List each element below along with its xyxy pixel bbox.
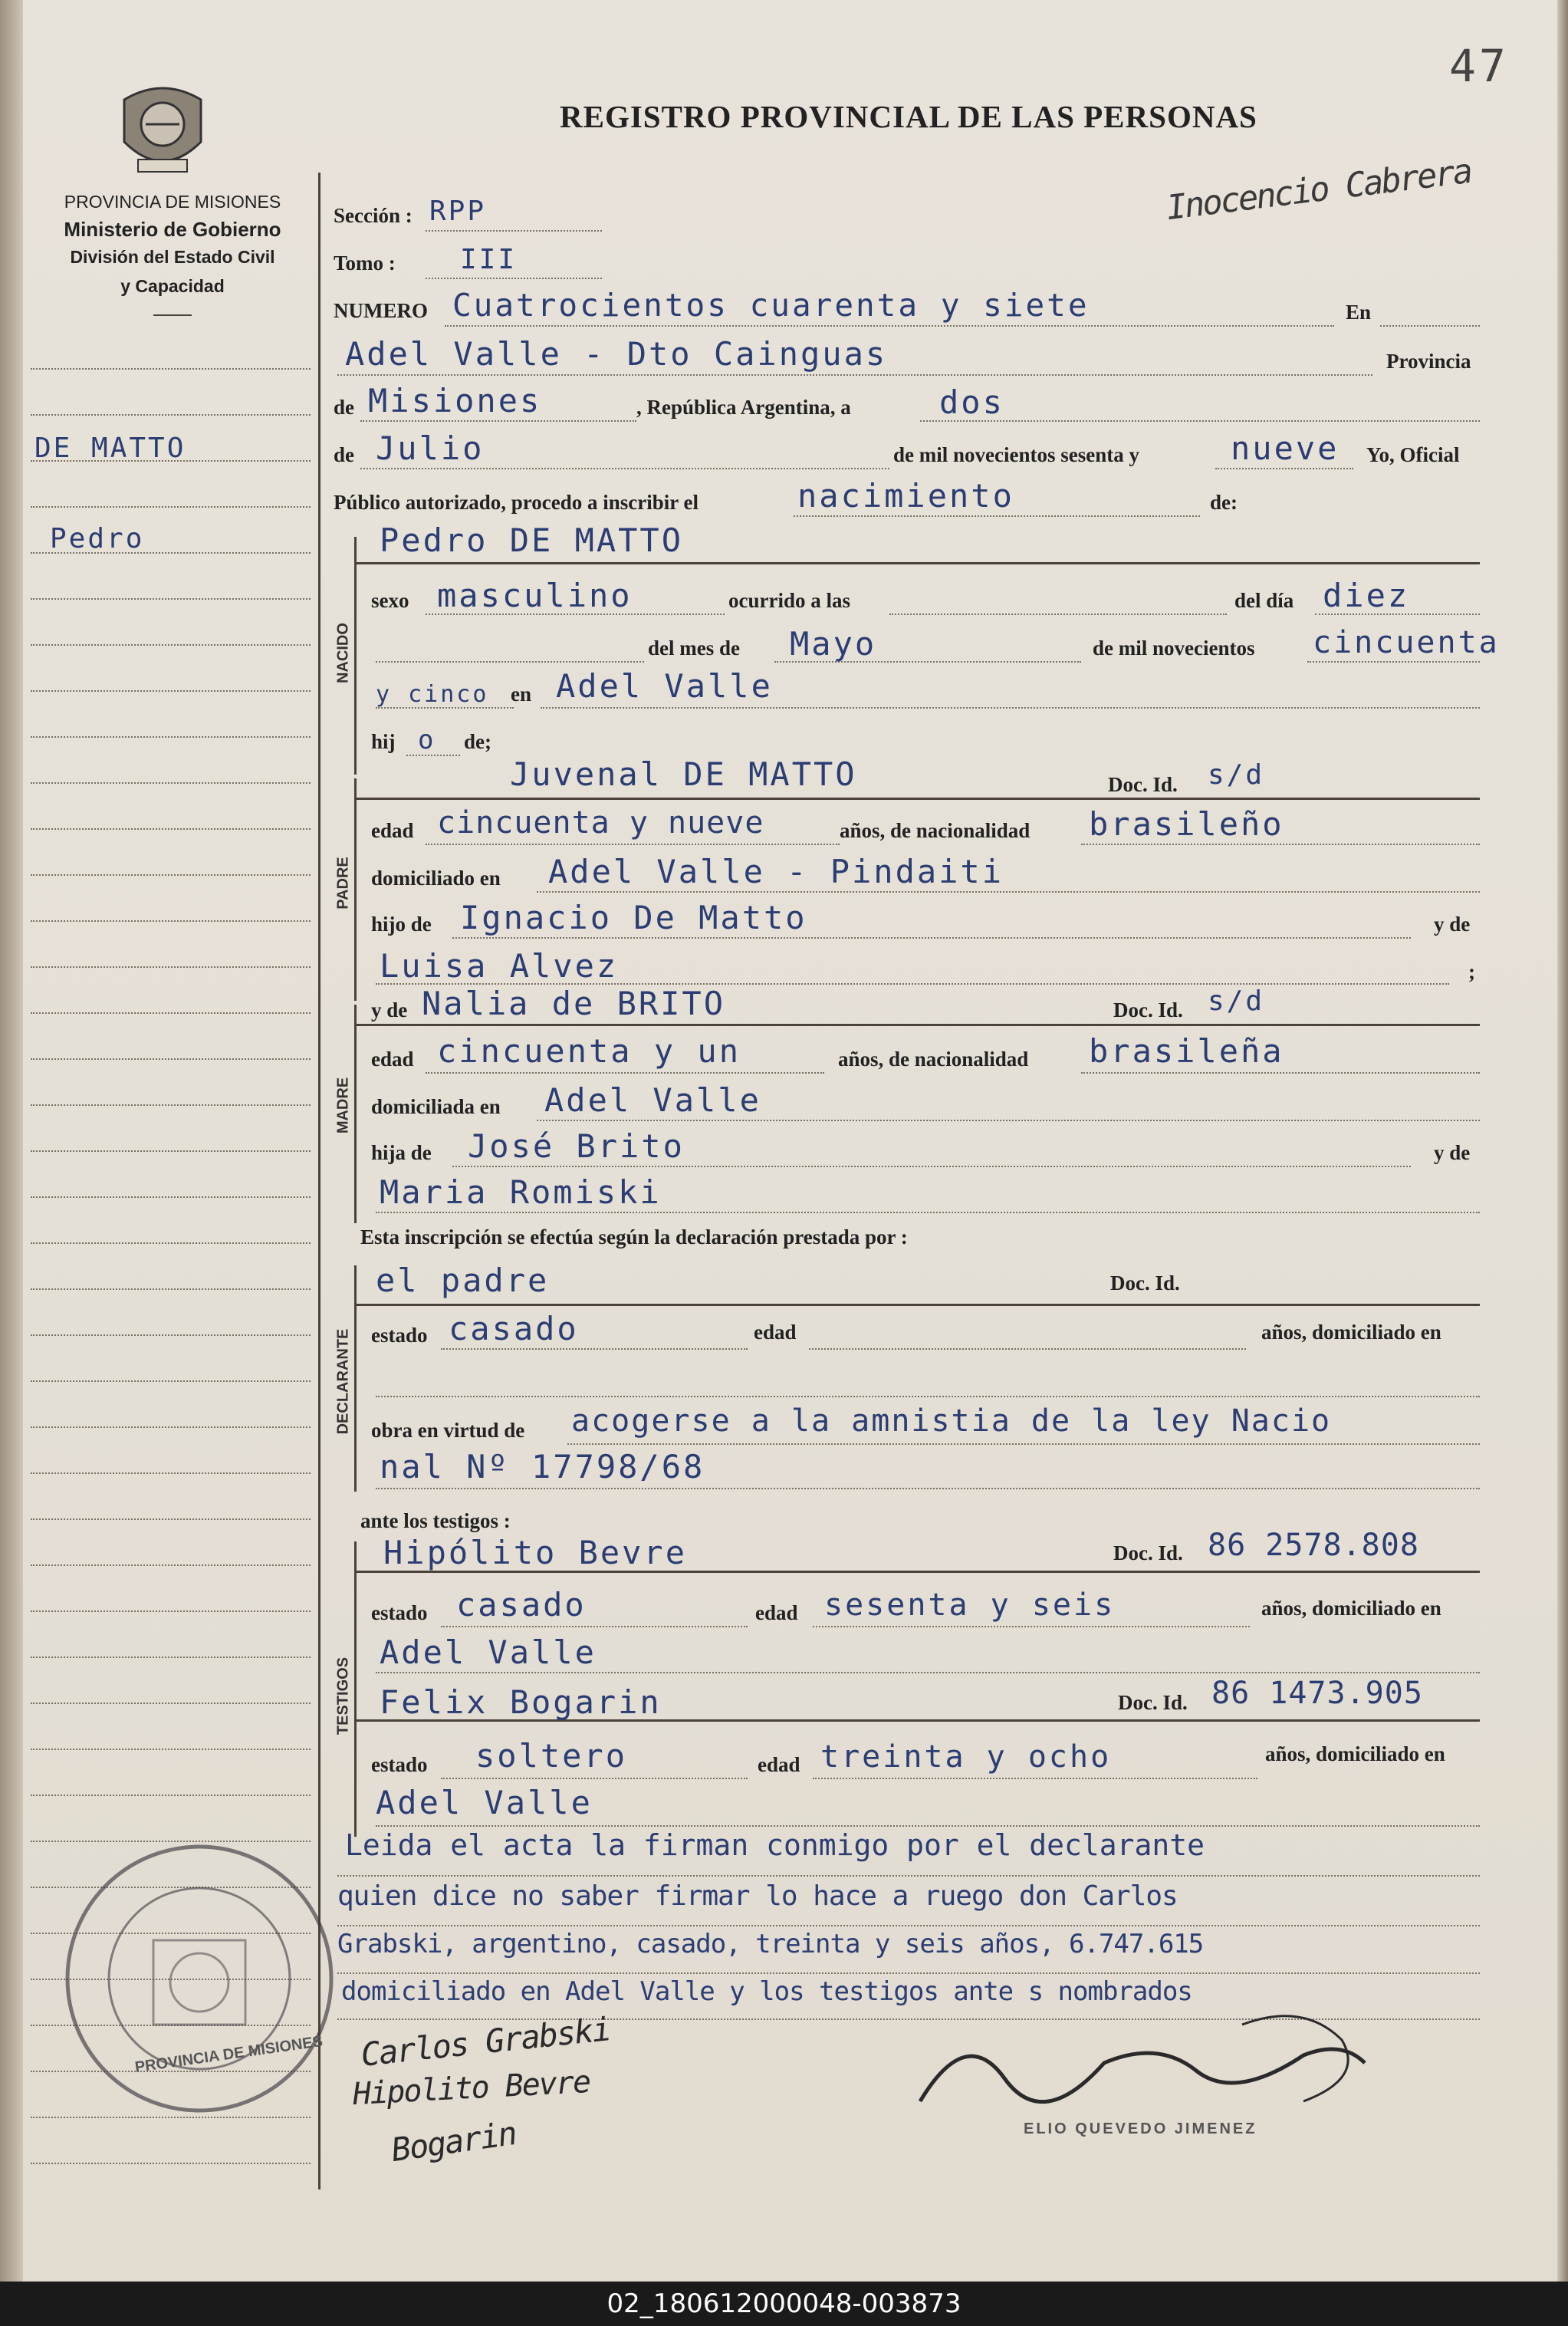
ocurrido-label: ocurrido a las [728, 589, 850, 612]
numero-label: NUMERO [334, 299, 428, 322]
t2-estado: soltero [475, 1737, 628, 1775]
nacido-mes: Mayo [790, 625, 877, 663]
cierre-linea-3: Grabski, argentino, casado, treinta y seis años, 6.747.615 [337, 1929, 1204, 1959]
hijo-label: hij [371, 730, 396, 753]
document-title: REGISTRO PROVINCIAL DE LAS PERSONAS [560, 99, 1257, 134]
madre-y-de2-label: y de [1434, 1141, 1471, 1164]
t2-nombre: Felix Bogarin [380, 1683, 662, 1721]
t1-edad: sesenta y seis [824, 1587, 1116, 1623]
margin-given-name: Pedro [50, 523, 145, 554]
seccion-label: Sección : [334, 204, 413, 227]
testigos-bracket [354, 1541, 357, 1837]
cierre-linea-4: domiciliado en Adel Valle y los testigos ante s nombrados [341, 1976, 1192, 2007]
oficial-label: Yo, Oficial [1366, 443, 1460, 466]
signature-hipolito-bevre: Hipolito Bevre [352, 2064, 591, 2113]
org-line-1: PROVINCIA DE MISIONES [64, 192, 281, 212]
en-label: En [1346, 301, 1372, 324]
padre-bracket [354, 778, 357, 1001]
padre-doc: s/d [1208, 759, 1265, 791]
madre-domicilio-label: domiciliada en [371, 1095, 501, 1118]
dia-value: dos [939, 383, 1004, 421]
nacido-dia: diez [1323, 577, 1410, 614]
nacido-lugar: Adel Valle [556, 667, 773, 705]
t1-nombre: Hipólito Bevre [383, 1534, 688, 1571]
cierre-linea-2: quien dice no saber firmar lo hace a ruego don Carlos [337, 1880, 1178, 1912]
t1-dom-label: años, domiciliado en [1261, 1597, 1441, 1620]
nacido-anio-a: cincuenta [1313, 625, 1500, 660]
page-edge [1557, 0, 1568, 2282]
t2-estado-label: estado [371, 1753, 428, 1776]
republica-label: , República Argentina, a [636, 396, 851, 419]
madre-doc-label: Doc. Id. [1113, 999, 1183, 1022]
declarante-estado-label: estado [371, 1324, 428, 1347]
book-spine [0, 0, 23, 2282]
madre-bracket [354, 1005, 357, 1223]
t1-dom: Adel Valle [380, 1633, 597, 1671]
anio-label: de mil novecientos sesenta y [893, 443, 1139, 466]
top-signature: Inocencio Cabrera [1164, 151, 1473, 229]
nacido-section-label: NACIDO [334, 623, 352, 683]
image-caption: 02_180612000048-003873 [0, 2282, 1568, 2326]
cierre-linea-1: Leida el acta la firman conmigo por el declarante [345, 1828, 1205, 1862]
padre-edad-label: edad [371, 819, 414, 842]
t1-estado: casado [456, 1586, 587, 1624]
madre-edad: cincuenta y un [437, 1032, 741, 1070]
de-mes-label: de [334, 443, 354, 466]
t2-edad-label: edad [758, 1753, 800, 1776]
provincia-label: Provincia [1386, 350, 1471, 373]
coat-of-arms-icon [115, 77, 211, 184]
del-dia-label: del día [1234, 589, 1294, 612]
de-colon-label: de: [1210, 491, 1238, 514]
t1-doc: 86 2578.808 [1208, 1528, 1419, 1563]
tomo-label: Tomo : [334, 252, 396, 275]
madre-domicilio: Adel Valle [544, 1081, 761, 1119]
org-line-2: Ministerio de Gobierno [64, 218, 281, 241]
declarante-bracket [354, 1265, 357, 1492]
t2-dom: Adel Valle [376, 1784, 593, 1821]
padre-doc-label: Doc. Id. [1108, 773, 1178, 796]
hijo-de-label: de; [464, 730, 491, 753]
nacido-bracket [354, 537, 357, 775]
padre-padre: Ignacio De Matto [460, 899, 807, 936]
testigos-section-label: TESTIGOS [334, 1656, 352, 1735]
declarante-obra-label: obra en virtud de [371, 1419, 525, 1442]
mes-value: Julio [376, 429, 485, 467]
padre-y-de-label: y de [1434, 913, 1471, 936]
padre-edad: cincuenta y nueve [437, 805, 764, 841]
padre-anios-label: años, de nacionalidad [840, 819, 1031, 842]
declarante-estado: casado [449, 1310, 579, 1347]
t2-doc-label: Doc. Id. [1118, 1691, 1188, 1714]
t2-doc: 86 1473.905 [1211, 1676, 1423, 1711]
madre-hija-de-label: hija de [371, 1141, 432, 1164]
madre-madre: Maria Romiski [380, 1173, 662, 1211]
padre-section-label: PADRE [334, 857, 352, 910]
madre-edad-label: edad [371, 1048, 414, 1071]
hijo-suffix: o [418, 725, 436, 755]
padre-madre: Luisa Alvez [380, 947, 619, 985]
org-line-3: División del Estado Civil [70, 247, 275, 267]
officer-stamp-text: ELIO QUEVEDO JIMENEZ [1024, 2120, 1257, 2137]
madre-nacionalidad: brasileña [1089, 1032, 1284, 1070]
t2-dom-label: años, domiciliado en [1265, 1742, 1445, 1765]
declarante-domicilio-label: años, domiciliado en [1261, 1321, 1441, 1344]
madre-anios-label: años, de nacionalidad [838, 1048, 1029, 1071]
lugar-value: Adel Valle - Dto Cainguas [345, 335, 888, 373]
tomo-value: III [460, 244, 518, 275]
mes-label: del mes de [648, 637, 740, 660]
padre-nacionalidad: brasileño [1089, 805, 1284, 843]
officer-signature-icon [905, 1994, 1380, 2140]
anio-value: nueve [1231, 429, 1340, 467]
nacido-nombre: Pedro DE MATTO [380, 521, 684, 559]
nacido-en-label: en [511, 683, 531, 706]
sexo-value: masculino [437, 577, 633, 614]
padre-nombre: Juvenal DE MATTO [510, 755, 857, 793]
page-number: 47 [1449, 40, 1509, 92]
sexo-label: sexo [371, 589, 409, 612]
nacido-anio-b: y cinco [376, 681, 489, 708]
declarante-section-label: DECLARANTE [334, 1328, 352, 1435]
padre-domicilio: Adel Valle - Pindaiti [548, 853, 1004, 890]
declarante-nombre: el padre [376, 1262, 550, 1299]
declarante-edad-label: edad [754, 1321, 797, 1344]
org-underline [153, 314, 192, 316]
nacido-anio-label: de mil novecientos [1093, 637, 1255, 660]
testigos-intro: ante los testigos : [360, 1509, 511, 1532]
t2-edad: treinta y ocho [820, 1739, 1112, 1775]
madre-section-label: MADRE [334, 1077, 352, 1134]
seal-text: PROVINCIA DE MISIONES [133, 2032, 324, 2077]
margin-surname: DE MATTO [35, 433, 186, 464]
inscribir-label: Público autorizado, procedo a inscribir el [334, 491, 699, 514]
declarante-obra-1: acogerse a la amnistia de la ley Nacio [571, 1403, 1332, 1439]
tipo-value: nacimiento [797, 477, 1014, 515]
de-label: de [334, 396, 354, 419]
signature-bogarin: Bogarin [389, 2114, 518, 2170]
t1-doc-label: Doc. Id. [1113, 1541, 1183, 1564]
declarante-doc-label: Doc. Id. [1110, 1272, 1180, 1295]
madre-y-de-label: y de [371, 999, 408, 1022]
padre-domicilio-label: domiciliado en [371, 867, 501, 890]
madre-nombre: Nalia de BRITO [422, 985, 726, 1022]
t1-edad-label: edad [755, 1601, 798, 1624]
provincia-value: Misiones [368, 382, 542, 419]
numero-value: Cuatrocientos cuarenta y siete [452, 287, 1090, 324]
org-line-4: y Capacidad [120, 276, 225, 296]
t1-estado-label: estado [371, 1601, 428, 1624]
padre-semicolon: ; [1468, 960, 1475, 983]
declarante-obra-2: nal Nº 17798/68 [380, 1448, 705, 1485]
seccion-value: RPP [429, 196, 487, 227]
signature-carlos-grabski: Carlos Grabski [359, 2010, 612, 2074]
madre-padre: José Brito [468, 1127, 685, 1165]
declarante-intro: Esta inscripción se efectúa según la declaración prestada por : [360, 1226, 908, 1249]
padre-hijo-de-label: hijo de [371, 913, 432, 936]
madre-doc: s/d [1208, 985, 1265, 1017]
official-seal-icon [61, 1841, 337, 2117]
